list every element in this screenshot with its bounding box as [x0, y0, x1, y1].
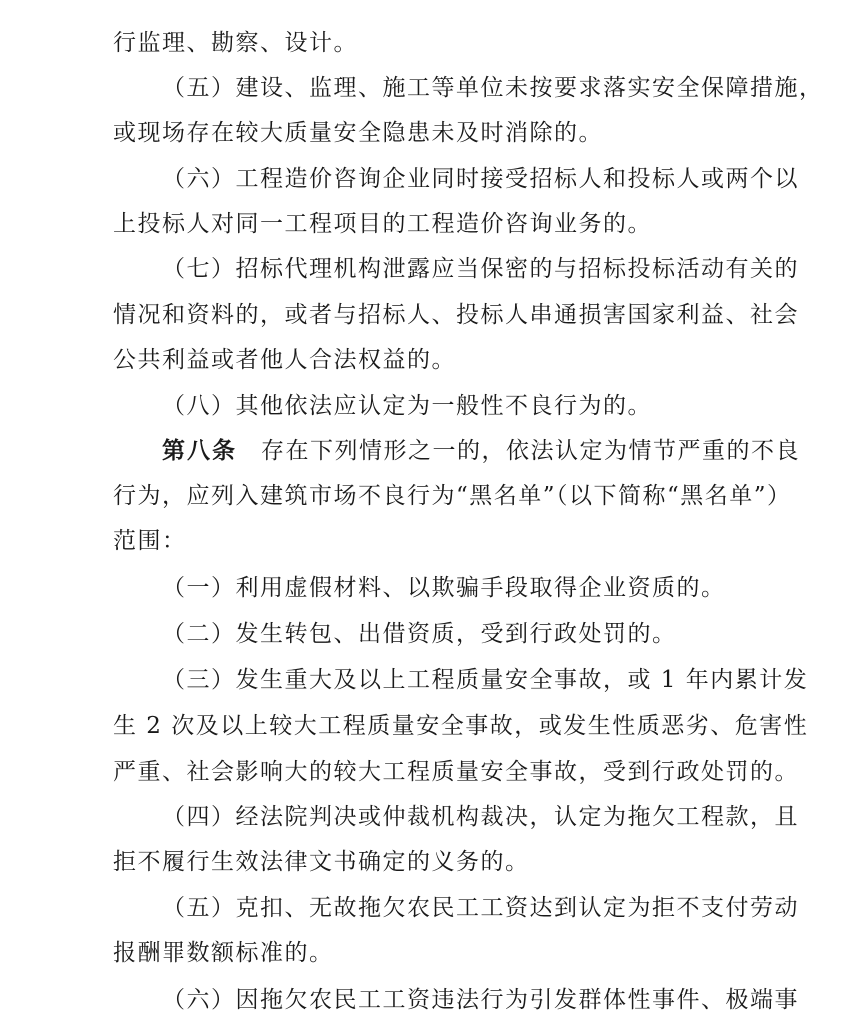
text-line: （三）发生重大及以上工程质量安全事故，或 1 年内累计发 — [162, 667, 809, 693]
text-line: 行监理、勘察、设计。 — [113, 30, 358, 56]
article-heading: 第八条 — [162, 437, 237, 464]
text-line: 存在下列情形之一的，依法认定为情节严重的不良 — [261, 438, 800, 464]
text-line: 严重、社会影响大的较大工程质量安全事故，受到行政处罚的。 — [113, 759, 799, 785]
text-line: （二）发生转包、出借资质，受到行政处罚的。 — [162, 621, 677, 647]
text-line: 范围： — [113, 528, 187, 554]
text-line: 或现场存在较大质量安全隐患未及时消除的。 — [113, 120, 603, 146]
text-line: （一）利用虚假材料、以欺骗手段取得企业资质的。 — [162, 575, 726, 601]
text-line: 上投标人对同一工程项目的工程造价咨询业务的。 — [113, 211, 652, 237]
text-line: 报酬罪数额标准的。 — [113, 940, 334, 966]
text-line: （四）经法院判决或仲裁机构裁决，认定为拖欠工程款，且 — [162, 804, 799, 830]
text-line: （八）其他依法应认定为一般性不良行为的。 — [162, 393, 652, 419]
text-line: 情况和资料的，或者与招标人、投标人串通损害国家利益、社会 — [113, 302, 799, 328]
text-line: （七）招标代理机构泄露应当保密的与招标投标活动有关的 — [162, 256, 799, 282]
text-line: 生 2 次及以上较大工程质量安全事故，或发生性质恶劣、危害性 — [113, 713, 809, 739]
text-line: （六）因拖欠农民工工资违法行为引发群体性事件、极端事 — [162, 987, 799, 1013]
text-line: （六）工程造价咨询企业同时接受招标人和投标人或两个以 — [162, 166, 799, 192]
text-line: 拒不履行生效法律文书确定的义务的。 — [113, 849, 530, 875]
article-eight-line — [162, 436, 800, 466]
text-line: 行为，应列入建筑市场不良行为“黑名单”（以下简称“黑名单”） — [113, 483, 792, 509]
text-line: （五）建设、监理、施工等单位未按要求落实安全保障措施， — [162, 75, 824, 101]
text-line: （五）克扣、无故拖欠农民工工资达到认定为拒不支付劳动 — [162, 895, 799, 921]
text-line: 公共利益或者他人合法权益的。 — [113, 347, 456, 373]
